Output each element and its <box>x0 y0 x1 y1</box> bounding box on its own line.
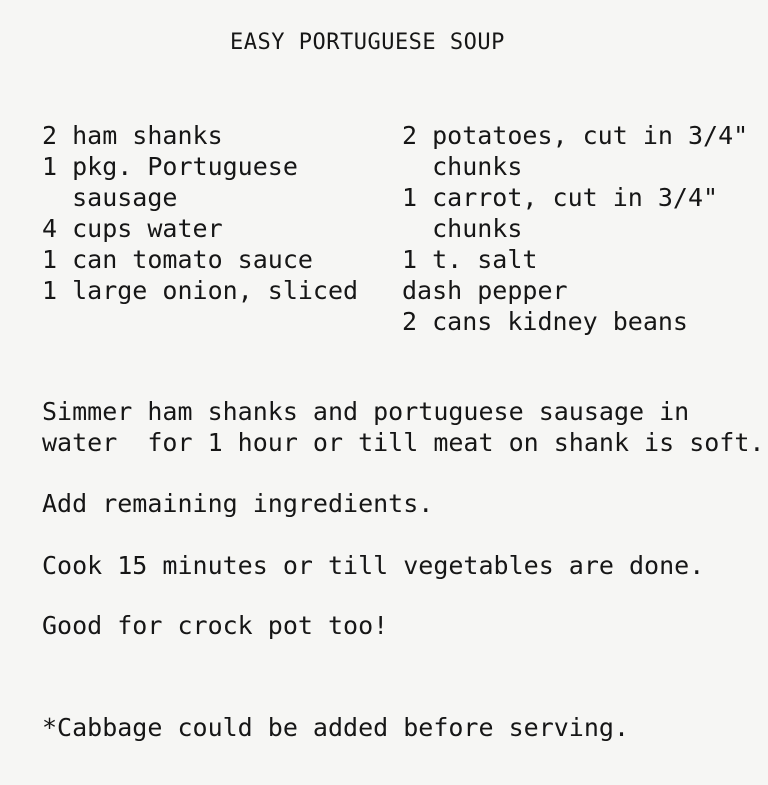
ingredient-line: 1 t. salt <box>402 245 538 274</box>
instruction-step-cook: Cook 15 minutes or till vegetables are done. <box>42 551 705 580</box>
ingredient-line: 2 cans kidney beans <box>402 307 688 336</box>
instruction-tip: Good for crock pot too! <box>42 611 389 640</box>
serving-note: *Cabbage could be added before serving. <box>42 713 629 742</box>
ingredient-line: sausage <box>42 183 178 212</box>
ingredient-line: chunks <box>402 214 523 243</box>
ingredient-line: chunks <box>402 152 523 181</box>
ingredient-line: 1 pkg. Portuguese <box>42 152 298 181</box>
recipe-title: EASY PORTUGUESE SOUP <box>230 30 505 55</box>
instruction-step-simmer-line-1: Simmer ham shanks and portuguese sausage in <box>42 397 690 426</box>
ingredient-line: dash pepper <box>402 276 568 305</box>
ingredient-line: 2 potatoes, cut in 3/4" <box>402 121 749 150</box>
ingredient-line: 1 carrot, cut in 3/4" <box>402 183 719 212</box>
ingredient-line: 1 can tomato sauce <box>42 245 313 274</box>
ingredient-line: 2 ham shanks <box>42 121 223 150</box>
ingredient-line: 4 cups water <box>42 214 223 243</box>
instruction-step-add: Add remaining ingredients. <box>42 489 434 518</box>
instruction-step-simmer-line-2: water for 1 hour or till meat on shank is soft. <box>42 428 765 457</box>
ingredient-line: 1 large onion, sliced <box>42 276 359 305</box>
ingredients-right-column <box>402 120 762 337</box>
ingredients-left-column <box>42 120 382 306</box>
